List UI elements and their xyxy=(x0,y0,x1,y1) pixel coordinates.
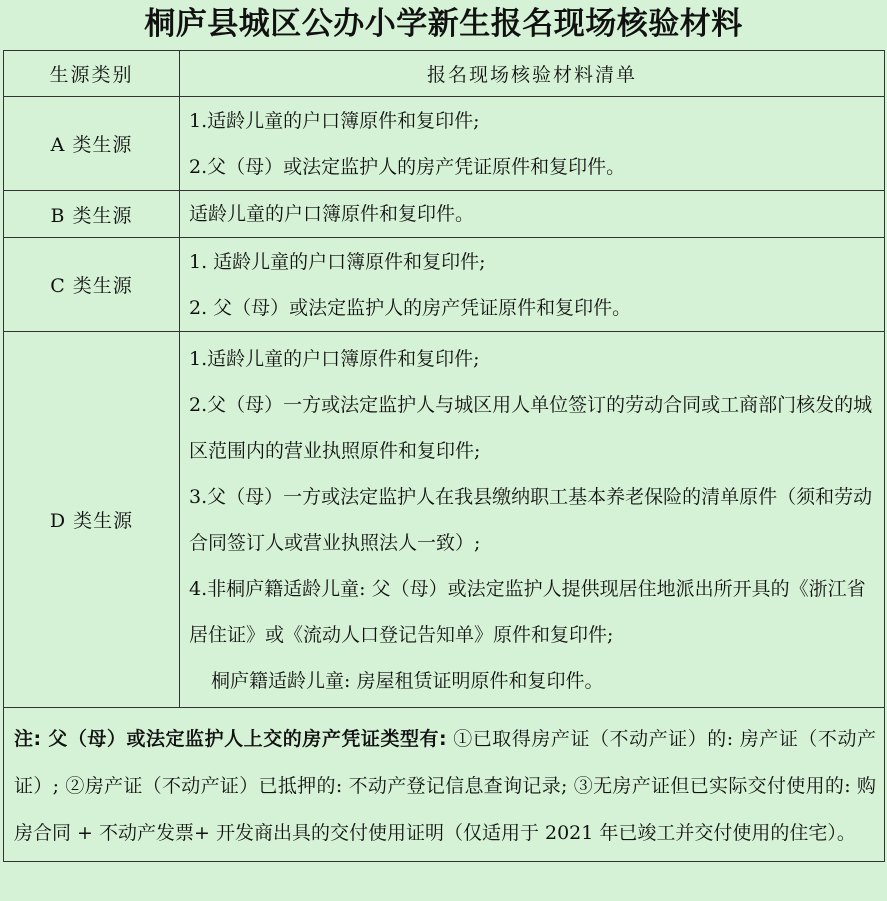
header-materials: 报名现场核验材料清单 xyxy=(180,51,885,97)
category-c: C 类生源 xyxy=(4,238,180,332)
materials-table xyxy=(3,50,885,862)
category-a: A 类生源 xyxy=(4,97,180,191)
list-item: 4.非桐庐籍适龄儿童: 父（母）或法定监护人提供现居住地派出所开具的《浙江省居住证》或《流动人口登记告知单》原件和复印件; xyxy=(189,577,866,646)
list-item: 2. 父（母）或法定监护人的房产凭证原件和复印件。 xyxy=(189,296,632,319)
materials-d xyxy=(180,332,885,708)
materials-c xyxy=(180,238,885,332)
table-row xyxy=(4,97,885,191)
list-item: 3.父（母）一方或法定监护人在我县缴纳职工基本养老保险的清单原件（须和劳动合同签订人或营业执照法人一致）; xyxy=(189,485,873,554)
table-row xyxy=(4,238,885,332)
table-row xyxy=(4,332,885,708)
list-item: 1.适龄儿童的户口簿原件和复印件; xyxy=(189,347,480,370)
list-item: 2.父（母）一方或法定监护人与城区用人单位签订的劳动合同或工商部门核发的城区范围内的营业执照原件和复印件; xyxy=(189,393,873,462)
table-row xyxy=(4,191,885,238)
note xyxy=(4,708,885,862)
header-category: 生源类别 xyxy=(4,51,180,97)
note-row xyxy=(4,708,885,862)
category-b: B 类生源 xyxy=(4,191,180,238)
list-item: 2.父（母）或法定监护人的房产凭证原件和复印件。 xyxy=(189,155,626,178)
list-item: 1. 适龄儿童的户口簿原件和复印件; xyxy=(189,250,486,273)
materials-b xyxy=(180,191,885,238)
note-text: ①已取得房产证（不动产证）的: 房产证（不动产证）; ②房产证（不动产证）已抵押的: 不动产登记信息查询记录; ③无房产证但已实际交付使用的: 购房合同 + 不动产发票+ 开发商出具的交付使用证明（仅适用于 2021 年已竣工并交付使用的住宅）。 xyxy=(14,728,876,844)
page-title: 桐庐县城区公办小学新生报名现场核验材料 xyxy=(144,6,743,42)
materials-a xyxy=(180,97,885,191)
list-item: 1.适龄儿童的户口簿原件和复印件; xyxy=(189,109,480,132)
category-d: D 类生源 xyxy=(4,332,180,708)
table-header-row xyxy=(4,51,885,97)
note-label: 注: 父（母）或法定监护人上交的房产凭证类型有: xyxy=(14,728,447,750)
list-item: 桐庐籍适龄儿童: 房屋租赁证明原件和复印件。 xyxy=(211,669,604,692)
list-item: 适龄儿童的户口簿原件和复印件。 xyxy=(189,203,475,225)
